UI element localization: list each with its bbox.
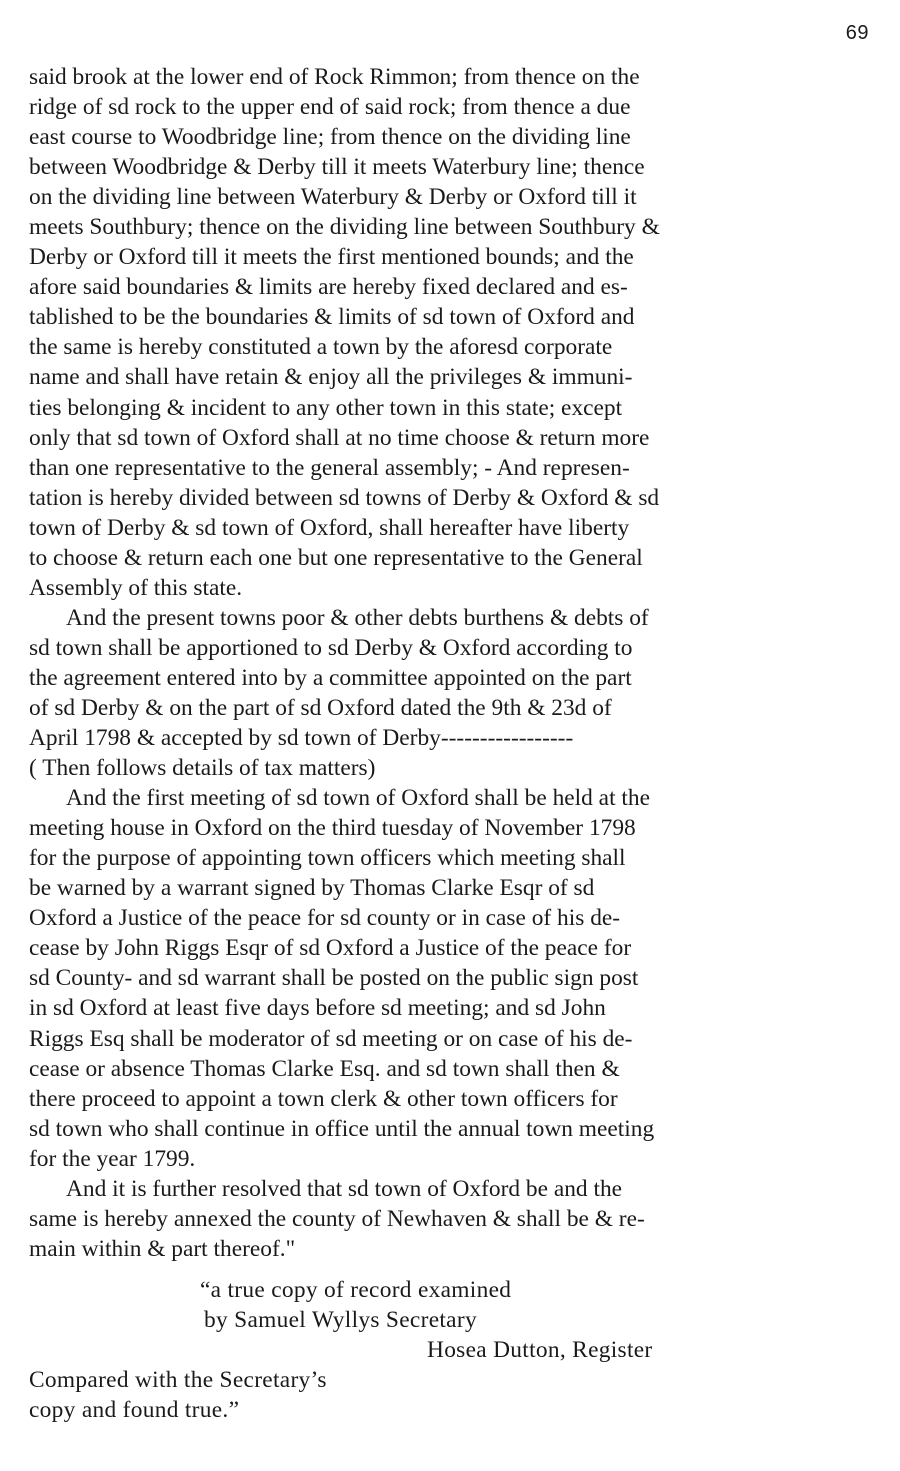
paragraph-boundaries xyxy=(29,62,865,603)
document-body xyxy=(29,62,865,1264)
text-line: for the purpose of appointing town officers which meeting shall xyxy=(29,845,626,872)
text-line: And the present towns poor & other debts burthens & debts of xyxy=(66,604,649,631)
text-line: name and shall have retain & enjoy all the privileges & immuni- xyxy=(29,364,633,391)
text-line: to choose & return each one but one representative to the General xyxy=(29,544,643,571)
text-line: ties belonging & incident to any other town in this state; except xyxy=(29,394,623,421)
text-line: sd town shall be apportioned to sd Derby & Oxford according to xyxy=(29,634,633,661)
text-line: Derby or Oxford till it meets the first mentioned bounds; and the xyxy=(29,244,634,271)
text-line: there proceed to appoint a town clerk & other town officers for xyxy=(29,1085,618,1112)
text-line: sd County- and sd warrant shall be posted on the public sign post xyxy=(29,965,639,992)
text-line: east course to Woodbridge line; from thence on the dividing line xyxy=(29,124,631,151)
text-line: afore said boundaries & limits are hereby fixed declared and es- xyxy=(29,274,628,301)
text-line: cease or absence Thomas Clarke Esq. and sd town shall then & xyxy=(29,1055,620,1082)
text-line: said brook at the lower end of Rock Rimmon; from thence on the xyxy=(29,64,640,90)
text-line: town of Derby & sd town of Oxford, shall hereafter have liberty xyxy=(29,514,630,541)
text-line: the agreement entered into by a committee appointed on the part xyxy=(29,664,632,691)
text-line: ridge of sd rock to the upper end of said rock; from thence a due xyxy=(29,94,631,121)
text-line: Oxford a Justice of the peace for sd county or in case of his de- xyxy=(29,905,621,932)
text-line: tablished to be the boundaries & limits of sd town of Oxford and xyxy=(29,304,635,331)
comparison-note: copy and found true.” xyxy=(29,1397,240,1423)
text-line: meeting house in Oxford on the third tuesday of November 1798 xyxy=(29,815,636,842)
text-line: April 1798 & accepted by sd town of Derby----------------- xyxy=(29,725,574,752)
text-line: same is hereby annexed the county of Newhaven & shall be & re- xyxy=(29,1205,645,1232)
paragraph-debts xyxy=(29,603,865,783)
text-line: main within & part thereof." xyxy=(29,1235,296,1262)
attestation-signer: by Samuel Wyllys Secretary xyxy=(204,1307,477,1333)
text-line: only that sd town of Oxford shall at no time choose & return more xyxy=(29,424,650,451)
text-line: be warned by a warrant signed by Thomas Clarke Esqr of sd xyxy=(29,875,595,902)
text-line: tation is hereby divided between sd towns of Derby & Oxford & sd xyxy=(29,484,660,511)
paragraph-annexation xyxy=(29,1174,865,1264)
comparison-note: Compared with the Secretary’s xyxy=(29,1367,327,1393)
text-line: of sd Derby & on the part of sd Oxford dated the 9th & 23d of xyxy=(29,694,612,721)
text-line: the same is hereby constituted a town by the aforesd corporate xyxy=(29,334,613,361)
text-line: And the first meeting of sd town of Oxford shall be held at the xyxy=(66,785,650,812)
text-line: cease by John Riggs Esqr of sd Oxford a Justice of the peace for xyxy=(29,935,632,962)
text-line: for the year 1799. xyxy=(29,1145,196,1172)
text-line: sd town who shall continue in office until the annual town meeting xyxy=(29,1115,655,1142)
page-number: 69 xyxy=(845,22,869,44)
text-line: in sd Oxford at least five days before sd meeting; and sd John xyxy=(29,995,606,1022)
text-line: meets Southbury; thence on the dividing line between Southbury & xyxy=(29,214,660,241)
text-line: ( Then follows details of tax matters) xyxy=(29,755,376,782)
text-line: than one representative to the general assembly; - And represen- xyxy=(29,454,630,481)
text-line: on the dividing line between Waterbury & Derby or Oxford till it xyxy=(29,184,637,211)
text-line: And it is further resolved that sd town of Oxford be and the xyxy=(66,1175,623,1202)
text-line: Assembly of this state. xyxy=(29,574,243,601)
paragraph-first-meeting xyxy=(29,783,865,1174)
text-line: between Woodbridge & Derby till it meets Waterbury line; thence xyxy=(29,154,645,181)
register-signature: Hosea Dutton, Register xyxy=(427,1337,653,1363)
text-line: Riggs Esq shall be moderator of sd meeting or on case of his de- xyxy=(29,1025,633,1052)
attestation-line: “a true copy of record examined xyxy=(200,1277,512,1303)
